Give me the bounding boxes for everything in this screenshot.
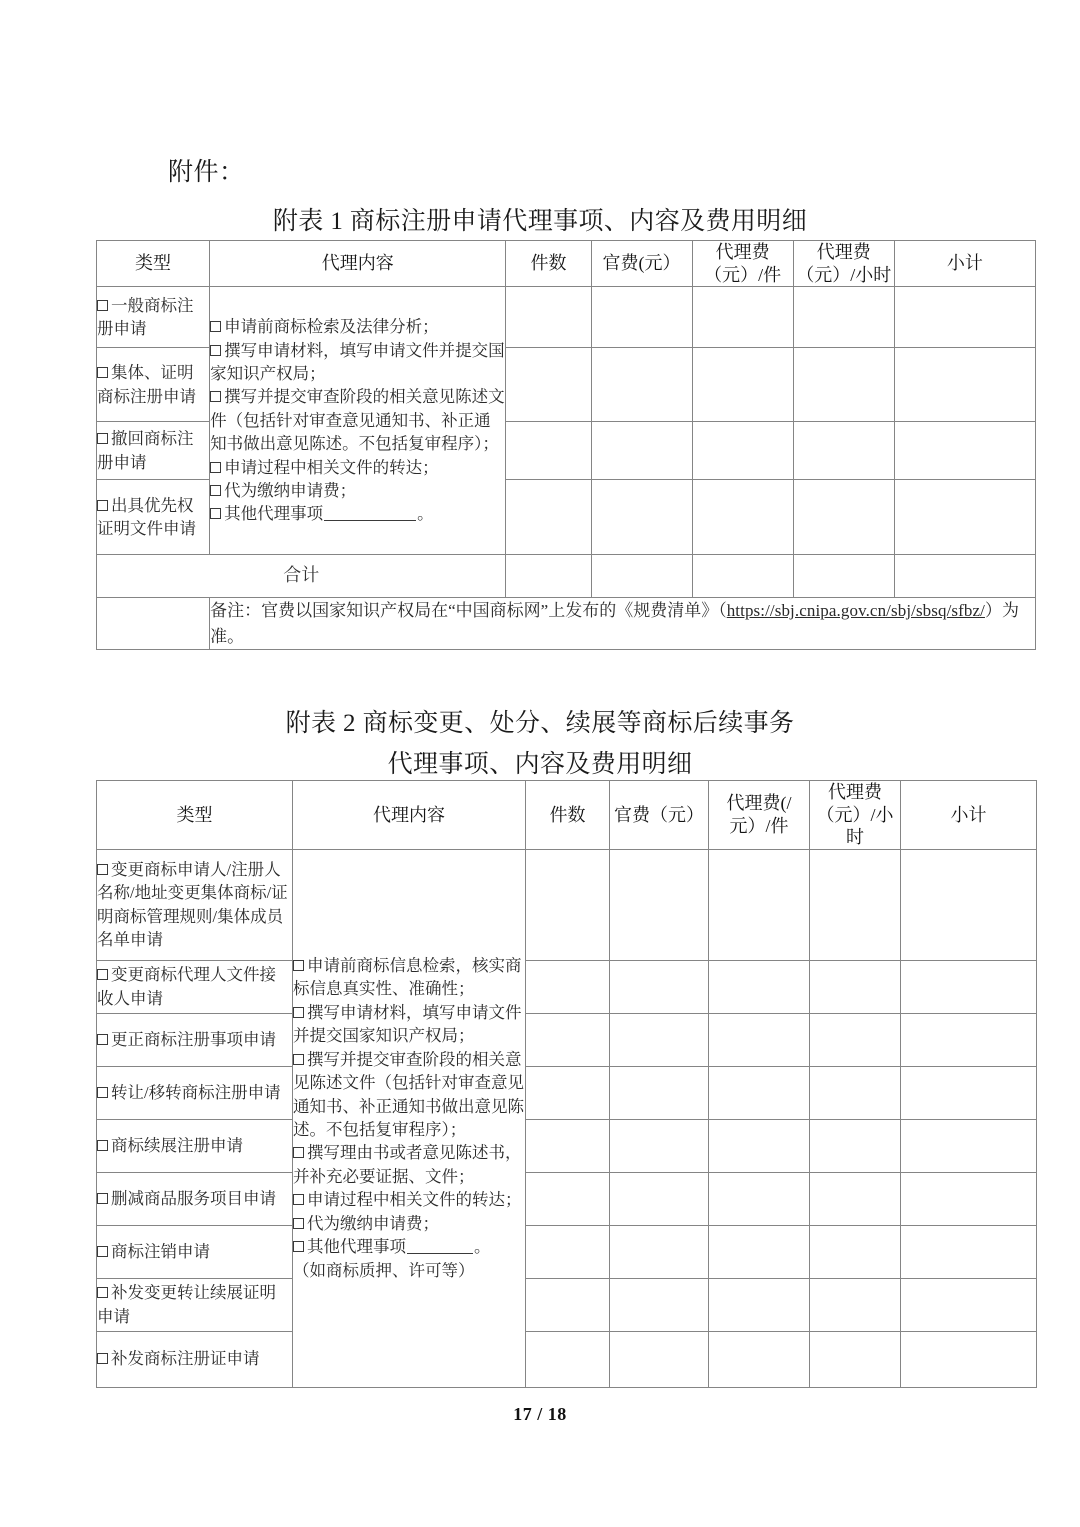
table2-agency-fee-hour-cell[interactable] <box>810 1119 901 1172</box>
content-item: 申请前商标检索及法律分析； <box>210 315 505 338</box>
table2-agency-fee-item-cell[interactable] <box>709 1331 810 1387</box>
table2-header-official-fee: 官费（元） <box>610 781 709 850</box>
table2-agency-fee-item-cell[interactable] <box>709 1172 810 1225</box>
table2-agency-fee-hour-cell[interactable] <box>810 1331 901 1387</box>
table2-agency-fee-item-cell[interactable] <box>709 849 810 960</box>
table1-count-cell[interactable] <box>506 348 591 422</box>
table-row <box>97 960 1037 1013</box>
checkbox-icon[interactable] <box>210 345 221 356</box>
table2-official-fee-cell[interactable] <box>610 1331 709 1387</box>
content-item: 申请前商标信息检索，核实商标信息真实性、准确性； <box>293 956 522 999</box>
table2-header-agency-fee-per-item: 代理费(/元）/件 <box>709 781 810 850</box>
content-item: 代为缴纳申请费； <box>210 479 505 502</box>
table1-type-cell[interactable] <box>97 287 210 348</box>
checkbox-icon[interactable] <box>293 1007 304 1018</box>
checkbox-icon[interactable] <box>210 391 221 402</box>
table2-header-agency-fee-per-hour: 代理费（元）/小时 <box>810 781 901 850</box>
table-row <box>97 1278 1037 1331</box>
table1-agency-fee-hour-cell[interactable] <box>793 287 894 348</box>
table1-header-agency-fee-per-item: 代理费（元）/件 <box>692 241 793 287</box>
table1-header-official-fee: 官费(元） <box>591 241 692 287</box>
table1-official-fee-cell[interactable] <box>591 480 692 555</box>
table2-subtotal-cell[interactable] <box>901 1278 1037 1331</box>
table-row <box>97 1331 1037 1387</box>
page-number: 17 / 18 <box>513 1404 567 1424</box>
table1-total-subtotal-cell[interactable] <box>894 555 1035 598</box>
table2-type-cell[interactable] <box>97 1331 293 1387</box>
table2-agency-fee-item-cell[interactable] <box>709 1278 810 1331</box>
table2-agency-fee-hour-cell[interactable] <box>810 1278 901 1331</box>
note-url[interactable]: https://sbj.cnipa.gov.cn/sbj/sbsq/sfbz/ <box>726 601 985 620</box>
table2-count-cell[interactable] <box>526 1331 610 1387</box>
table1-total-label: 合计 <box>97 555 506 598</box>
table-row <box>97 1013 1037 1066</box>
table1-note-empty-cell <box>97 598 210 650</box>
table1-official-fee-cell[interactable] <box>591 422 692 480</box>
table2-header-row <box>97 781 1037 850</box>
table1-agency-fee-item-cell[interactable] <box>692 348 793 422</box>
content-item: 撰写理由书或者意见陈述书，并补充必要证据、文件； <box>293 1143 522 1186</box>
table2-agency-fee-item-cell[interactable] <box>709 1066 810 1119</box>
table2-title-line1: 附表 2 商标变更、处分、续展等商标后续事务 <box>285 710 795 737</box>
table2-header-subtotal: 小计 <box>901 781 1037 850</box>
table2-type-cell[interactable] <box>97 1013 293 1066</box>
table2-count-cell[interactable] <box>526 1013 610 1066</box>
table1-official-fee-cell[interactable] <box>591 287 692 348</box>
table1-note-row <box>97 598 1036 650</box>
table1-total-count-cell[interactable] <box>506 555 591 598</box>
table2-count-cell[interactable] <box>526 1172 610 1225</box>
table1-total-official-fee-cell[interactable] <box>591 555 692 598</box>
table1-agency-fee-item-cell[interactable] <box>692 480 793 555</box>
table2-count-cell[interactable] <box>526 849 610 960</box>
table2-subtotal-cell[interactable] <box>901 1066 1037 1119</box>
table-1-fee-detail <box>96 240 1036 650</box>
table2-agency-fee-hour-cell[interactable] <box>810 1172 901 1225</box>
table1-header-row <box>97 241 1036 287</box>
table2-type-cell[interactable] <box>97 849 293 960</box>
checkbox-icon[interactable] <box>97 300 108 311</box>
table1-title: 附表 1 商标注册申请代理事项、内容及费用明细 <box>272 208 808 235</box>
table2-official-fee-cell[interactable] <box>610 849 709 960</box>
table2-subtotal-cell[interactable] <box>901 960 1037 1013</box>
table2-agency-fee-hour-cell[interactable] <box>810 960 901 1013</box>
table1-header-subtotal: 小计 <box>894 241 1035 287</box>
checkbox-icon[interactable] <box>210 508 221 519</box>
table1-type-cell[interactable] <box>97 348 210 422</box>
table2-count-cell[interactable] <box>526 1119 610 1172</box>
checkbox-icon[interactable] <box>97 500 108 511</box>
content-item: 代为缴纳申请费； <box>293 1212 525 1235</box>
checkbox-icon[interactable] <box>293 960 304 971</box>
attachment-label: 附件： <box>168 159 245 186</box>
table2-count-cell[interactable] <box>526 1066 610 1119</box>
table1-content-cell[interactable] <box>210 287 506 555</box>
table-row <box>97 849 1037 960</box>
table1-note-cell <box>210 598 1036 650</box>
table2-type-cell[interactable] <box>97 1119 293 1172</box>
checkbox-icon[interactable] <box>97 433 108 444</box>
table2-type-label: 删减商品服务项目申请 <box>111 1188 276 1208</box>
table2-type-cell[interactable] <box>97 960 293 1013</box>
content-item: 申请过程中相关文件的转达； <box>293 1188 525 1211</box>
table2-type-label: 变更商标申请人/注册人名称/地址变更集体商标/证明商标管理规则/集体成员名单申请 <box>97 859 288 949</box>
checkbox-icon[interactable] <box>97 1140 108 1151</box>
checkbox-icon[interactable] <box>97 367 108 378</box>
table2-count-cell[interactable] <box>526 960 610 1013</box>
table2-subtotal-cell[interactable] <box>901 849 1037 960</box>
table2-agency-fee-item-cell[interactable] <box>709 1013 810 1066</box>
table1-count-cell[interactable] <box>506 480 591 555</box>
table-2-fee-detail <box>96 780 1037 1388</box>
note-suffix: ）为准。 <box>210 601 1019 646</box>
table1-agency-fee-item-cell[interactable] <box>692 422 793 480</box>
table1-count-cell[interactable] <box>506 287 591 348</box>
table2-subtotal-cell[interactable] <box>901 1225 1037 1278</box>
table1-total-agency-fee-hour-cell[interactable] <box>793 555 894 598</box>
checkbox-icon[interactable] <box>293 1241 304 1252</box>
table2-official-fee-cell[interactable] <box>610 1119 709 1172</box>
content-note: （如商标质押、许可等） <box>293 1260 475 1280</box>
checkbox-icon[interactable] <box>293 1194 304 1205</box>
table2-subtotal-cell[interactable] <box>901 1119 1037 1172</box>
checkbox-icon[interactable] <box>97 1087 108 1098</box>
table1-type-label: 出具优先权证明文件申请 <box>97 495 196 538</box>
content-item-other: 其他代理事项 。 <box>210 502 505 525</box>
table2-official-fee-cell[interactable] <box>610 1225 709 1278</box>
content-item: 撰写申请材料，填写申请文件并提交国家知识产权局； <box>210 340 505 383</box>
other-matters-blank[interactable] <box>324 506 416 521</box>
table1-type-cell[interactable] <box>97 480 210 555</box>
table2-official-fee-cell[interactable] <box>610 1013 709 1066</box>
table2-agency-fee-item-cell[interactable] <box>709 1225 810 1278</box>
checkbox-icon[interactable] <box>293 1147 304 1158</box>
table1-type-cell[interactable] <box>97 422 210 480</box>
checkbox-icon[interactable] <box>97 1287 108 1298</box>
table-row <box>97 1172 1037 1225</box>
table2-content-cell[interactable] <box>293 849 526 1387</box>
table2-title-line2: 代理事项、内容及费用明细 <box>387 751 693 778</box>
table2-header-count: 件数 <box>526 781 610 850</box>
table1-count-cell[interactable] <box>506 422 591 480</box>
table2-type-label: 补发商标注册证申请 <box>111 1349 260 1369</box>
content-item-other: 其他代理事项 。 <box>293 1235 525 1258</box>
table2-count-cell[interactable] <box>526 1278 610 1331</box>
table2-official-fee-cell[interactable] <box>610 1066 709 1119</box>
content-item: 撰写并提交审查阶段的相关意见陈述文件（包括针对审查意见通知书、补正通知书做出意见陈述。不包括复审程序）； <box>210 387 505 454</box>
table1-type-label: 撤回商标注册申请 <box>97 429 194 472</box>
table1-type-label: 一般商标注册申请 <box>97 295 194 338</box>
checkbox-icon[interactable] <box>210 462 221 473</box>
table2-agency-fee-item-cell[interactable] <box>709 1119 810 1172</box>
table-row <box>97 1066 1037 1119</box>
checkbox-icon[interactable] <box>97 1193 108 1204</box>
table1-subtotal-cell[interactable] <box>894 287 1035 348</box>
table2-type-cell[interactable] <box>97 1225 293 1278</box>
checkbox-icon[interactable] <box>97 1353 108 1364</box>
table2-agency-fee-item-cell[interactable] <box>709 960 810 1013</box>
table2-count-cell[interactable] <box>526 1225 610 1278</box>
table1-subtotal-cell[interactable] <box>894 348 1035 422</box>
table2-subtotal-cell[interactable] <box>901 1013 1037 1066</box>
table2-subtotal-cell[interactable] <box>901 1172 1037 1225</box>
checkbox-icon[interactable] <box>210 321 221 332</box>
table2-type-label: 商标注销申请 <box>111 1241 210 1261</box>
table2-official-fee-cell[interactable] <box>610 1278 709 1331</box>
table2-type-cell[interactable] <box>97 1278 293 1331</box>
table2-type-label: 转让/移转商标注册申请 <box>111 1082 281 1102</box>
checkbox-icon[interactable] <box>97 969 108 980</box>
table1-official-fee-cell[interactable] <box>591 348 692 422</box>
table1-header-type: 类型 <box>97 241 210 287</box>
table1-subtotal-cell[interactable] <box>894 422 1035 480</box>
table2-subtotal-cell[interactable] <box>901 1331 1037 1387</box>
content-item: 申请过程中相关文件的转达； <box>210 456 505 479</box>
table1-agency-fee-item-cell[interactable] <box>692 287 793 348</box>
table2-agency-fee-hour-cell[interactable] <box>810 1225 901 1278</box>
table2-type-label: 变更商标代理人文件接收人申请 <box>97 965 276 1008</box>
table1-agency-fee-hour-cell[interactable] <box>793 348 894 422</box>
table1-subtotal-cell[interactable] <box>894 480 1035 555</box>
table1-agency-fee-hour-cell[interactable] <box>793 422 894 480</box>
table1-total-agency-fee-item-cell[interactable] <box>692 555 793 598</box>
table-row <box>97 1225 1037 1278</box>
table1-header-content: 代理内容 <box>210 241 506 287</box>
table2-type-label: 更正商标注册事项申请 <box>111 1029 276 1049</box>
checkbox-icon[interactable] <box>97 1034 108 1045</box>
table1-type-label: 集体、证明商标注册申请 <box>97 363 196 406</box>
checkbox-icon[interactable] <box>293 1054 304 1065</box>
table2-type-cell[interactable] <box>97 1066 293 1119</box>
table2-type-label: 商标续展注册申请 <box>111 1135 243 1155</box>
table2-agency-fee-hour-cell[interactable] <box>810 849 901 960</box>
table2-type-label: 补发变更转让续展证明申请 <box>97 1283 276 1326</box>
note-prefix: 备注：官费以国家知识产权局在“中国商标网”上发布的《规费清单》（ <box>210 601 727 620</box>
checkbox-icon[interactable] <box>97 1246 108 1257</box>
table2-official-fee-cell[interactable] <box>610 960 709 1013</box>
other-matters-blank[interactable] <box>407 1239 473 1254</box>
table-row <box>97 1119 1037 1172</box>
table2-agency-fee-hour-cell[interactable] <box>810 1013 901 1066</box>
table1-header-agency-fee-per-hour: 代理费（元）/小时 <box>793 241 894 287</box>
content-item: 撰写申请材料，填写申请文件并提交国家知识产权局； <box>293 1002 522 1046</box>
table-row <box>97 287 1036 348</box>
table2-agency-fee-hour-cell[interactable] <box>810 1066 901 1119</box>
table2-type-cell[interactable] <box>97 1172 293 1225</box>
table2-header-type: 类型 <box>97 781 293 850</box>
table2-official-fee-cell[interactable] <box>610 1172 709 1225</box>
table1-total-row <box>97 555 1036 598</box>
checkbox-icon[interactable] <box>293 1218 304 1229</box>
content-item: 撰写并提交审查阶段的相关意见陈述文件（包括针对审查意见通知书、补正通知书做出意见陈述。不包括复审程序）； <box>293 1049 524 1139</box>
table2-header-content: 代理内容 <box>293 781 526 850</box>
table1-header-count: 件数 <box>506 241 591 287</box>
checkbox-icon[interactable] <box>210 485 221 496</box>
table1-agency-fee-hour-cell[interactable] <box>793 480 894 555</box>
checkbox-icon[interactable] <box>97 864 108 875</box>
